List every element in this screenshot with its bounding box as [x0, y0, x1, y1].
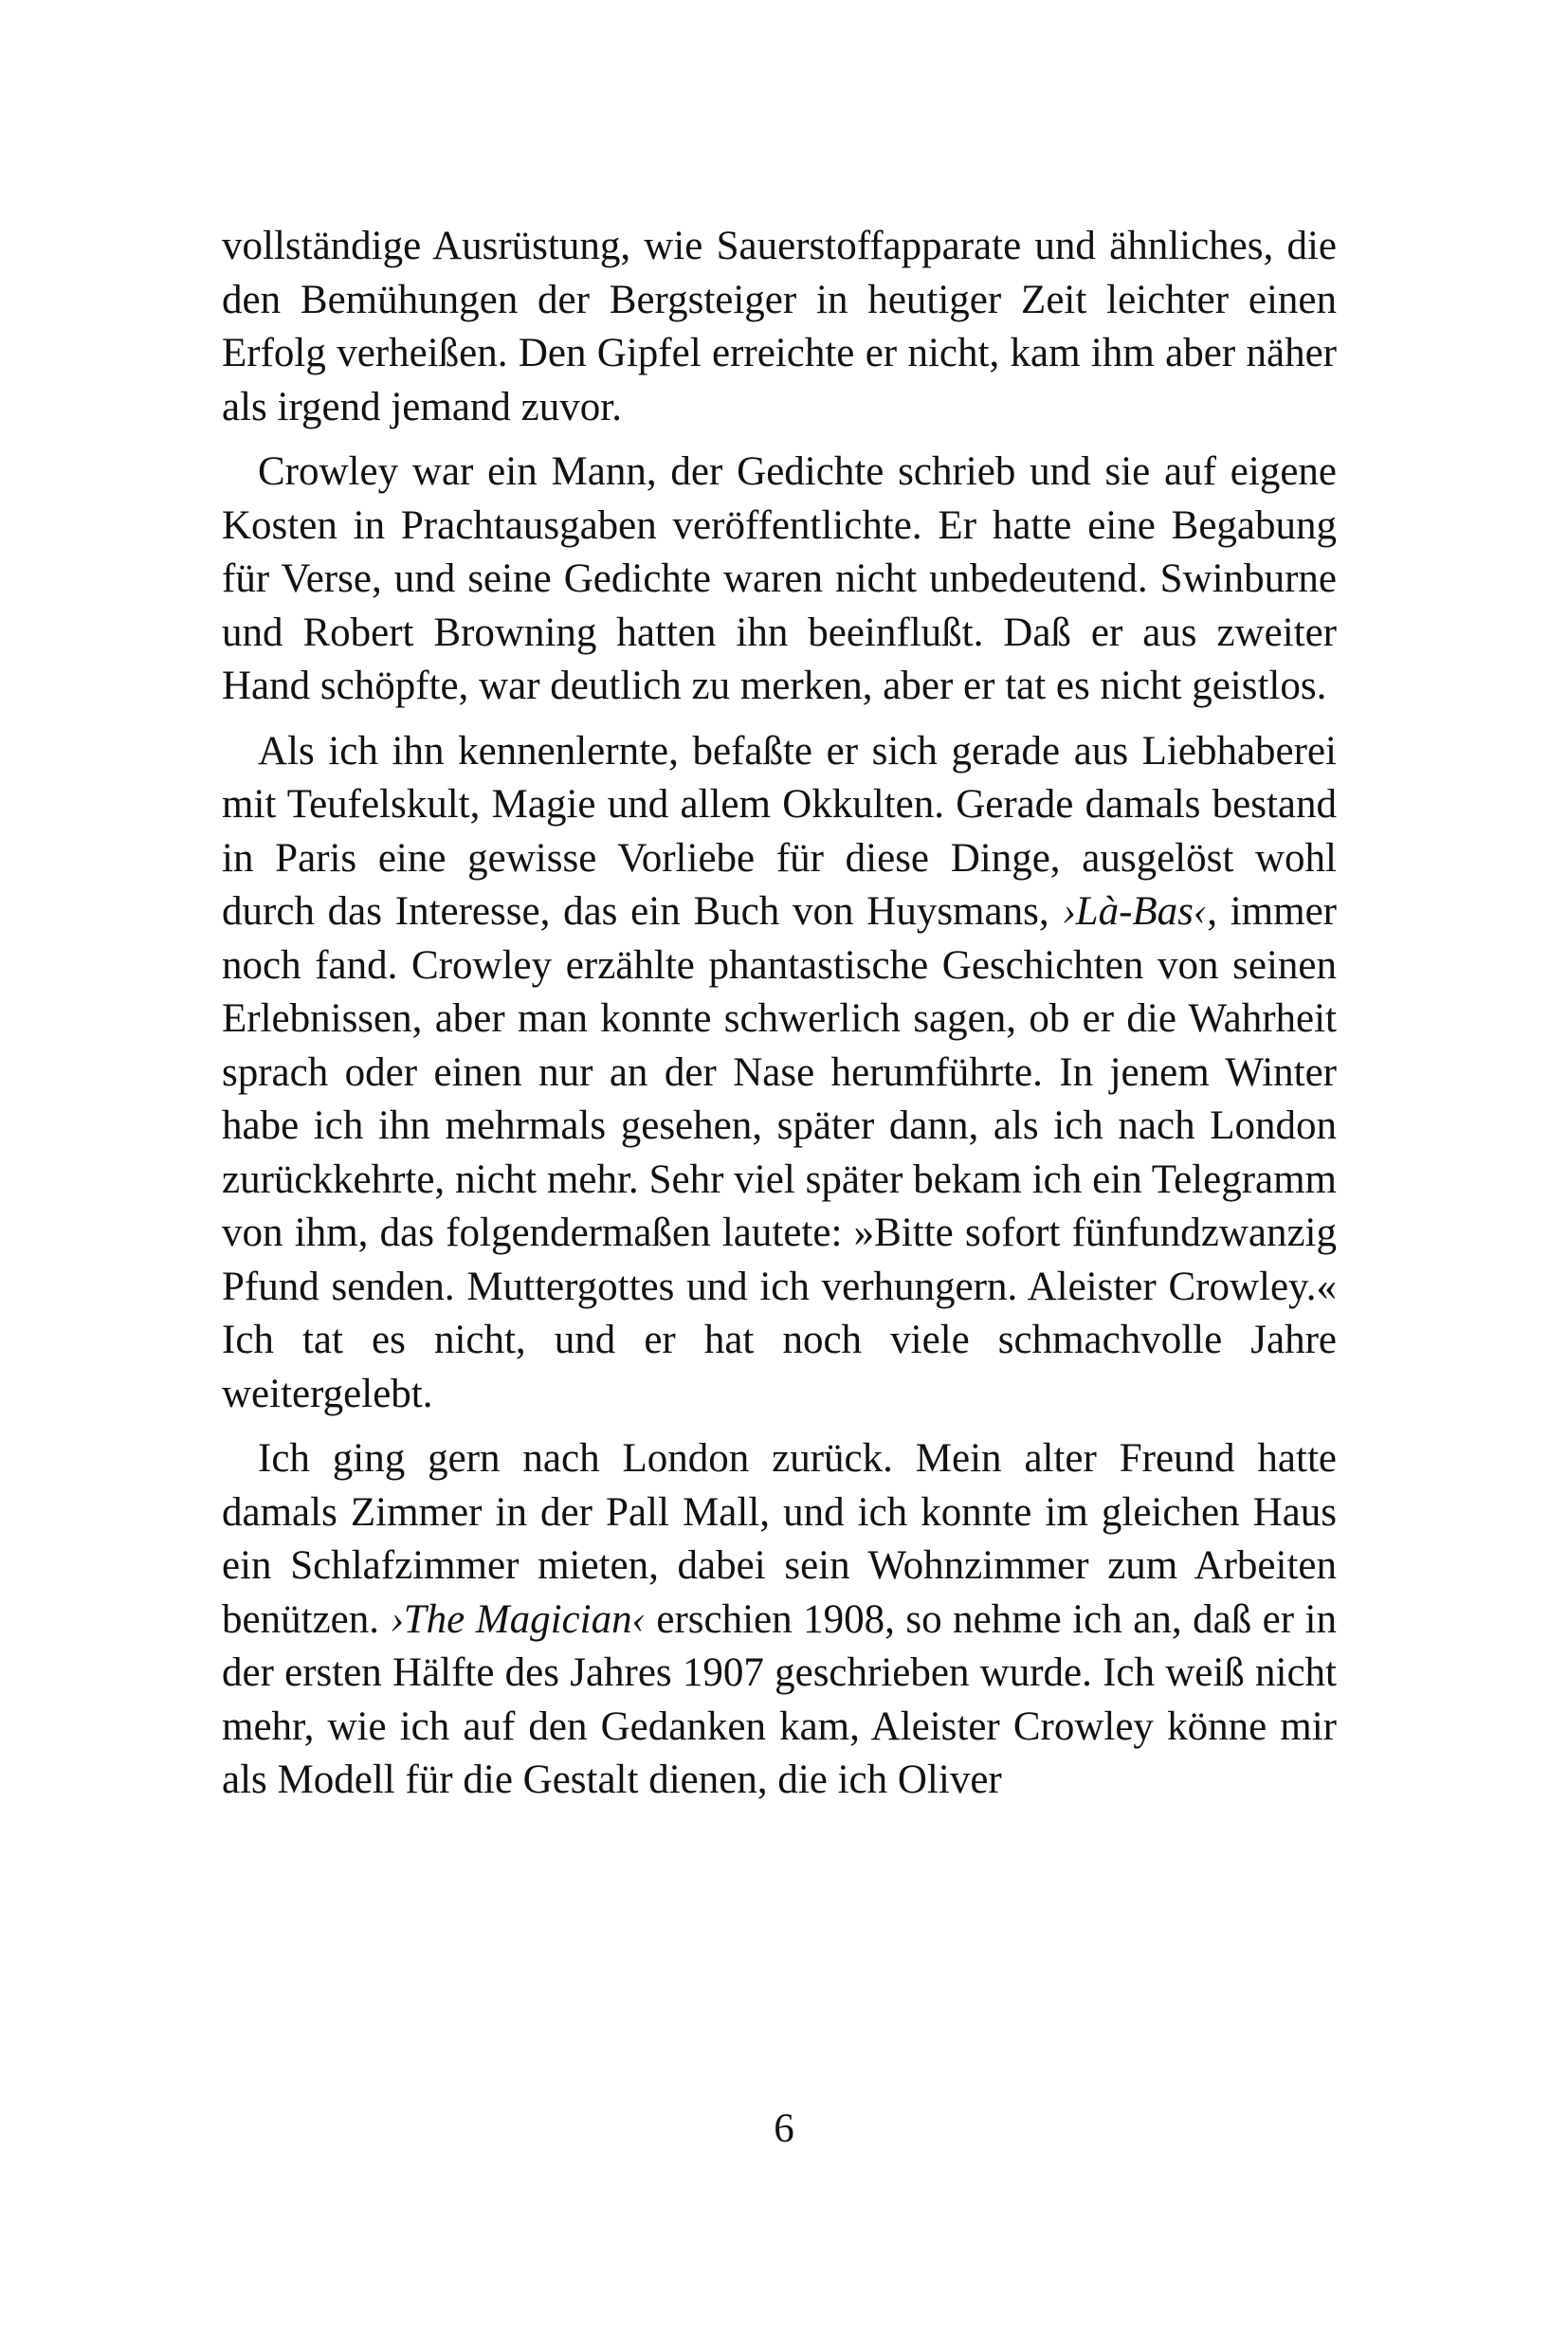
book-title-la-bas: ›Là-Bas‹: [1062, 889, 1208, 934]
paragraph-3: [222, 725, 1337, 1422]
paragraph-4: [222, 1432, 1337, 1808]
paragraph-2-text: Crowley war ein Mann, der Gedichte schrieb und sie auf eigene Kosten in Prachtausgaben veröffentlichte. Er hatte eine Begabung für Verse, und seine Gedichte waren nicht unbedeutend. Swinburne und Robert Browning hatten ihn beeinflußt. Daß er aus zweiter Hand schöpfte, war deutlich zu merken, aber er tat es nicht geistlos.: [222, 449, 1337, 708]
paragraph-4-text-b: erschien 1908, so nehme ich an, daß er in der ersten Hälfte des Jahres 1907 geschrieben wurde. Ich weiß nicht mehr, wie ich auf den Gedanken kam, Aleister Crowley könne mir als Modell für die Gestalt dienen, die ich Oliver: [222, 1596, 1338, 1802]
paragraph-1: [222, 220, 1337, 434]
paragraph-2: [222, 446, 1337, 714]
book-title-the-magician: ›The Magician‹: [390, 1596, 646, 1642]
paragraph-3-text-b: , immer noch fand. Crowley erzählte phantastische Geschichten von seinen Erlebnissen, aber man konnte schwerlich sagen, ob er die Wahrheit sprach oder einen nur an der Nase herumführte. In jenem Winter habe ich ihn mehrmals gesehen, später dann, als ich nach London zurückkehrte, nicht mehr. Sehr viel später bekam ich ein Telegramm von ihm, das folgendermaßen lautete: »Bitte sofort fünfundzwanzig Pfund senden. Muttergottes und ich verhungern. Aleister Crowley.« Ich tat es nicht, und er hat noch viele schmachvolle Jahre weitergelebt.: [222, 889, 1337, 1416]
paragraph-3-text-a: Als ich ihn kennenlernte, befaßte er sich gerade aus Liebhaberei mit Teufelskult, Magie und allem Okkulten. Gerade damals bestand in Paris eine gewisse Vorliebe für diese Dinge, ausgelöst wohl durch das Interesse, das ein Buch von Huysmans,: [222, 728, 1337, 934]
paragraph-4-text-a: Ich ging gern nach London zurück. Mein alter Freund hatte damals Zimmer in der Pall Mall, und ich konnte im gleichen Haus ein Schlafzimmer mieten, dabei sein Wohnzimmer zum Arbeiten benützen.: [222, 1436, 1337, 1642]
page-number: 6: [774, 2106, 794, 2151]
paragraph-1-text: vollständige Ausrüstung, wie Sauerstoffapparate und ähnliches, die den Bemühungen der Bergsteiger in heutiger Zeit leichter einen Erfolg verheißen. Den Gipfel erreichte er nicht, kam ihm aber näher als irgend jemand zuvor.: [222, 224, 1337, 429]
body-text: [222, 220, 1337, 1819]
